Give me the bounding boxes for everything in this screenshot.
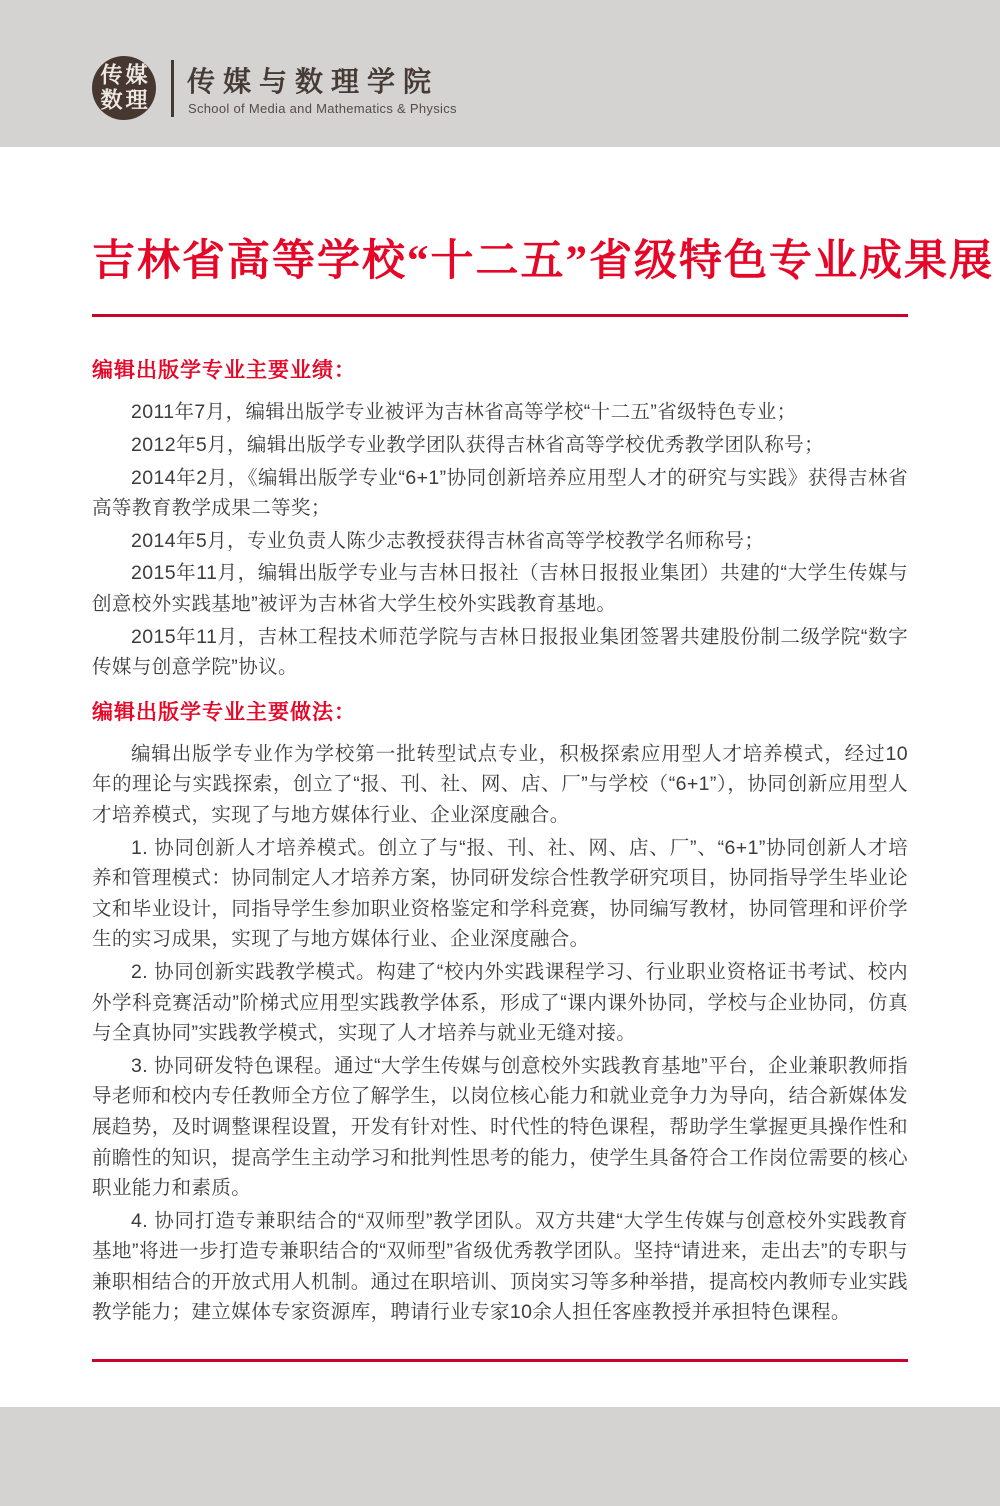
body-paragraph: 2012年5月，编辑出版学专业教学团队获得吉林省高等学校优秀教学团队称号； <box>131 434 825 457</box>
page-title: 吉林省高等学校“十二五”省级特色专业成果展 <box>92 238 994 285</box>
body-paragraph: 2014年5月，专业负责人陈少志教授获得吉林省高等学校教学名师称号； <box>131 529 765 552</box>
seal-char: 媒 <box>125 62 148 88</box>
body-paragraph: 3. 协同研发特色课程。通过“大学生传媒与创意校外实践教育基地”平台，企业兼职教师指导老师和校内专任教师全方位了解学生，以岗位核心能力和就业竞争力为导向，结合新媒体发展趋势，及时调整课程设置，开发有针对性、时代性的特色课程，帮助学生掌握更具操作性和前瞻性的知识，提高学生主动学习和批判性思考的能力，使学生具备符合工作岗位需要的核心职业能力和素质。 <box>92 1054 908 1200</box>
document-card <box>0 147 1000 1407</box>
body-paragraph: 2014年2月，《编辑出版学专业“6+1”协同创新培养应用型人才的研究与实践》获得吉林省高等教育教学成果二等奖； <box>92 466 908 520</box>
section-heading-achievements: 编辑出版学专业主要业绩： <box>92 359 356 383</box>
section-achievements <box>92 358 908 682</box>
section-body-practices <box>92 739 908 1328</box>
college-name-english: School of Media and Mathematics & Physics <box>188 101 457 116</box>
body-paragraph: 2011年7月，编辑出版学专业被评为吉林省高等学校“十二五”省级特色专业； <box>131 401 797 424</box>
header-band <box>0 0 1000 147</box>
body-paragraph: 1. 协同创新人才培养模式。创立了与“报、刊、社、网、店、厂”、“6+1”协同创新人才培养和管理模式：协同制定人才培养方案，协同研发综合性教学研究项目，协同指导学生毕业论文和毕业设计，同指导学生参加职业资格鉴定和学科竞赛，协同编写教材，协同管理和评价学生的实习成果，实现了与地方媒体行业、企业深度融合。 <box>92 836 908 951</box>
seal-char: 传 <box>100 62 123 88</box>
college-name-chinese: 传媒与数理学院 <box>187 66 440 97</box>
body-paragraph: 编辑出版学专业作为学校第一批转型试点专业，积极探索应用型人才培养模式，经过10年的理论与实践探索，创立了“报、刊、社、网、店、厂”与学校（“6+1”），协同创新应用型人才培养模式，实现了与地方媒体行业、企业深度融合。 <box>92 742 908 826</box>
body-paragraph: 2015年11月，吉林工程技术师范学院与吉林日报报业集团签署共建股份制二级学院“数字传媒与创意学院”协议。 <box>92 625 908 679</box>
section-heading-practices: 编辑出版学专业主要做法： <box>92 700 356 724</box>
body-paragraph: 4. 协同打造专兼职结合的“双师型”教学团队。双方共建“大学生传媒与创意校外实践教育基地”将进一步打造专兼职结合的“双师型”省级优秀教学团队。坚持“请进来，走出去”的专职与兼职相结合的开放式用人机制。通过在职培训、顶岗实习等多种举措，提高校内教师专业实践教学能力；建立媒体专家资源库，聘请行业专家10余人担任客座教授并承担特色课程。 <box>92 1209 908 1324</box>
body-paragraph: 2015年11月，编辑出版学专业与吉林日报社（吉林日报报业集团）共建的“大学生传媒与创意校外实践基地”被评为吉林省大学生校外实践教育基地。 <box>92 562 908 615</box>
seal-char: 数 <box>100 87 123 113</box>
title-underline-rule <box>92 314 908 317</box>
seal-char: 理 <box>125 87 148 113</box>
section-body-achievements <box>92 397 908 682</box>
footer-band <box>0 1407 1000 1506</box>
section-practices <box>92 700 908 1328</box>
footer-rule <box>92 1359 908 1362</box>
brand-divider-line <box>171 60 174 117</box>
body-paragraph: 2. 协同创新实践教学模式。构建了“校内外实践课程学习、行业职业资格证书考试、校内外学科竞赛活动”阶梯式应用型实践教学体系，形成了“课内课外协同，学校与企业协同，仿真与全真协同”实践教学模式，实现了人才培养与就业无缝对接。 <box>92 960 908 1045</box>
college-seal-logo <box>92 56 156 120</box>
